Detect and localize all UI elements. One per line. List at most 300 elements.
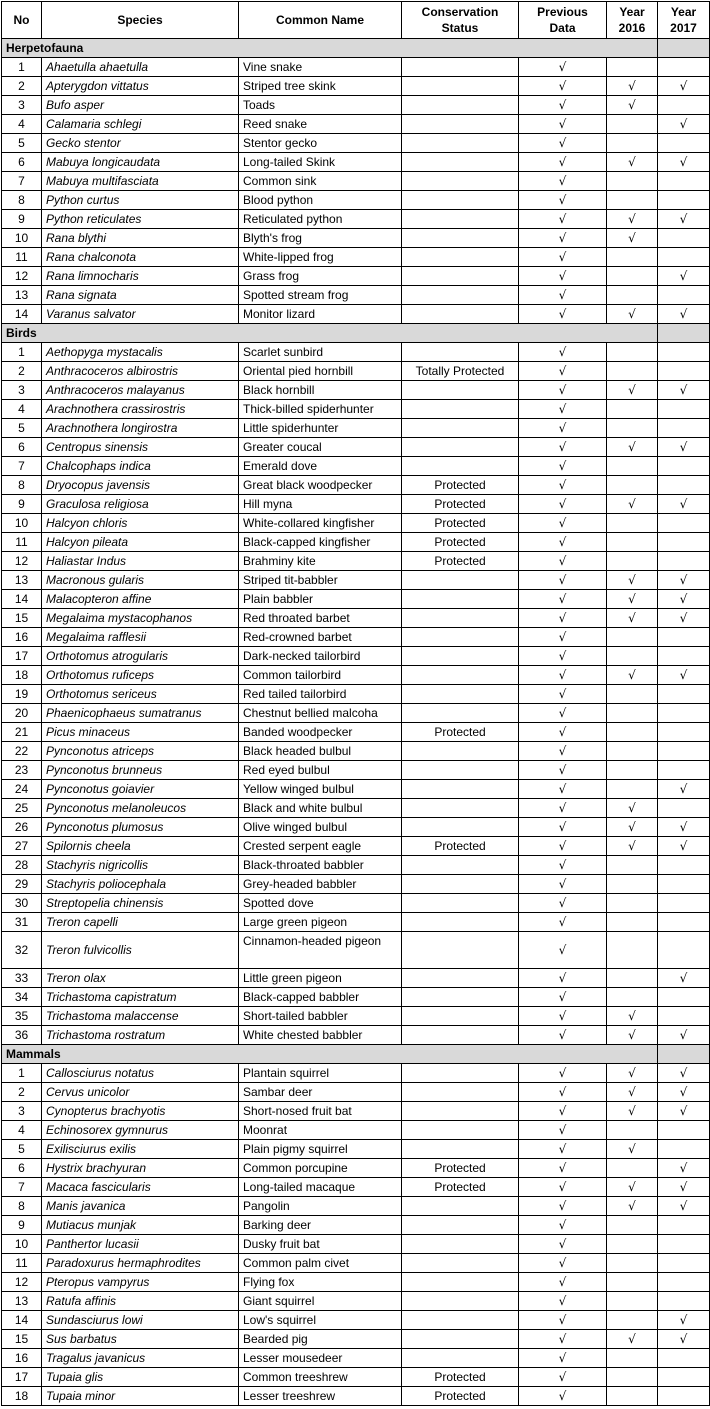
- common-name: Grass frog: [239, 267, 402, 286]
- row-number: 6: [2, 153, 42, 172]
- common-name: Common porcupine: [239, 1159, 402, 1178]
- row-number: 8: [2, 1197, 42, 1216]
- species-name: Echinosorex gymnurus: [42, 1121, 239, 1140]
- common-name: Red throated barbet: [239, 609, 402, 628]
- year-2017-check: [658, 1197, 710, 1216]
- common-name: Black-capped kingfisher: [239, 533, 402, 552]
- row-number: 4: [2, 400, 42, 419]
- check-mark-icon: √: [558, 573, 567, 587]
- check-mark-icon: √: [558, 288, 567, 302]
- row-number: 1: [2, 343, 42, 362]
- check-mark-icon: √: [558, 516, 567, 530]
- conservation-status: [402, 1254, 519, 1273]
- year-2017-check: [658, 172, 710, 191]
- row-number: 3: [2, 96, 42, 115]
- check-mark-icon: √: [679, 212, 688, 226]
- species-name: Pynconotus brunneus: [42, 761, 239, 780]
- previous-data-check: [519, 1121, 607, 1140]
- year-2017-check: [658, 1083, 710, 1102]
- previous-data-check: [519, 590, 607, 609]
- common-name: Chestnut bellied malcoha: [239, 704, 402, 723]
- year-2016-check: [607, 1349, 658, 1368]
- common-name: White-lipped frog: [239, 248, 402, 267]
- row-number: 36: [2, 1026, 42, 1045]
- previous-data-check: [519, 438, 607, 457]
- row-number: 2: [2, 77, 42, 96]
- table-row: [2, 856, 710, 875]
- table-row: [2, 932, 710, 969]
- table-row: [2, 533, 710, 552]
- previous-data-check: [519, 1254, 607, 1273]
- year-2016-check: [607, 229, 658, 248]
- table-body: [2, 39, 710, 1406]
- year-2016-check: [607, 799, 658, 818]
- row-number: 5: [2, 419, 42, 438]
- conservation-status: [402, 590, 519, 609]
- check-mark-icon: √: [558, 1161, 567, 1175]
- conservation-status: [402, 305, 519, 324]
- row-number: 10: [2, 1235, 42, 1254]
- row-number: 24: [2, 780, 42, 799]
- check-mark-icon: √: [558, 630, 567, 644]
- table-row: [2, 77, 710, 96]
- table-row: [2, 685, 710, 704]
- common-name: Black-throated babbler: [239, 856, 402, 875]
- check-mark-icon: √: [558, 971, 567, 985]
- species-name: Picus minaceus: [42, 723, 239, 742]
- table-row: [2, 305, 710, 324]
- table-row: [2, 913, 710, 932]
- check-mark-icon: √: [558, 98, 567, 112]
- species-name: Treron capelli: [42, 913, 239, 932]
- check-mark-icon: √: [679, 668, 688, 682]
- check-mark-icon: √: [679, 573, 688, 587]
- table-row: [2, 609, 710, 628]
- common-name: Common treeshrew: [239, 1368, 402, 1387]
- common-name: Common palm civet: [239, 1254, 402, 1273]
- conservation-status: [402, 267, 519, 286]
- table-row: [2, 1102, 710, 1121]
- common-name: Lesser treeshrew: [239, 1387, 402, 1406]
- check-mark-icon: √: [558, 706, 567, 720]
- row-number: 13: [2, 571, 42, 590]
- table-row: [2, 1007, 710, 1026]
- check-mark-icon: √: [558, 535, 567, 549]
- row-number: 7: [2, 172, 42, 191]
- check-mark-icon: √: [558, 915, 567, 929]
- previous-data-check: [519, 1292, 607, 1311]
- table-row: [2, 704, 710, 723]
- check-mark-icon: √: [679, 1180, 688, 1194]
- section-fill: [658, 39, 710, 58]
- year-2016-check: [607, 172, 658, 191]
- year-2017-check: [658, 647, 710, 666]
- previous-data-check: [519, 818, 607, 837]
- previous-data-check: [519, 1330, 607, 1349]
- previous-data-check: [519, 856, 607, 875]
- row-number: 12: [2, 552, 42, 571]
- common-name: Plain babbler: [239, 590, 402, 609]
- check-mark-icon: √: [558, 1028, 567, 1042]
- species-name: Tupaia glis: [42, 1368, 239, 1387]
- year-2017-check: [658, 248, 710, 267]
- table-row: [2, 818, 710, 837]
- conservation-status: [402, 191, 519, 210]
- year-2016-check: [607, 248, 658, 267]
- check-mark-icon: √: [558, 1332, 567, 1346]
- previous-data-check: [519, 780, 607, 799]
- section-row: [2, 324, 710, 343]
- year-2017-check: [658, 153, 710, 172]
- year-2016-check: [607, 96, 658, 115]
- year-2016-check: [607, 704, 658, 723]
- check-mark-icon: √: [558, 839, 567, 853]
- previous-data-check: [519, 210, 607, 229]
- year-2017-check: [658, 115, 710, 134]
- conservation-status: Protected: [402, 723, 519, 742]
- year-2016-check: [607, 1007, 658, 1026]
- previous-data-check: [519, 969, 607, 988]
- year-2016-check: [607, 115, 658, 134]
- check-mark-icon: √: [679, 839, 688, 853]
- common-name: Cinnamon-headed pigeon: [239, 932, 402, 969]
- year-2017-check: [658, 457, 710, 476]
- previous-data-check: [519, 1159, 607, 1178]
- year-2016-check: [607, 286, 658, 305]
- species-name: Cynopterus brachyotis: [42, 1102, 239, 1121]
- species-name: Mabuya longicaudata: [42, 153, 239, 172]
- species-table: [1, 1, 710, 1406]
- species-name: Orthotomus atrogularis: [42, 647, 239, 666]
- check-mark-icon: √: [558, 269, 567, 283]
- table-row: [2, 438, 710, 457]
- year-2017-check: [658, 1102, 710, 1121]
- check-mark-icon: √: [558, 136, 567, 150]
- conservation-status: [402, 628, 519, 647]
- previous-data-check: [519, 1216, 607, 1235]
- year-2016-check: [607, 590, 658, 609]
- conservation-status: [402, 1026, 519, 1045]
- year-2016-check: [607, 1064, 658, 1083]
- common-name: Red-crowned barbet: [239, 628, 402, 647]
- species-name: Pynconotus melanoleucos: [42, 799, 239, 818]
- year-2016-check: [607, 305, 658, 324]
- previous-data-check: [519, 381, 607, 400]
- row-number: 35: [2, 1007, 42, 1026]
- row-number: 32: [2, 932, 42, 969]
- species-name: Anthracoceros malayanus: [42, 381, 239, 400]
- check-mark-icon: √: [558, 174, 567, 188]
- year-2017-check: [658, 400, 710, 419]
- previous-data-check: [519, 514, 607, 533]
- species-name: Rana signata: [42, 286, 239, 305]
- header-previous-data: Previous Data: [519, 2, 607, 39]
- common-name: Greater coucal: [239, 438, 402, 457]
- year-2016-check: [607, 1121, 658, 1140]
- table-row: [2, 248, 710, 267]
- previous-data-check: [519, 1311, 607, 1330]
- species-name: Malacopteron affine: [42, 590, 239, 609]
- check-mark-icon: √: [679, 1199, 688, 1213]
- check-mark-icon: √: [628, 383, 636, 397]
- year-2017-check: [658, 229, 710, 248]
- check-mark-icon: √: [679, 1066, 688, 1080]
- check-mark-icon: √: [628, 440, 636, 454]
- year-2017-check: [658, 1368, 710, 1387]
- year-2016-check: [607, 495, 658, 514]
- species-name: Halcyon pileata: [42, 533, 239, 552]
- year-2017-check: [658, 988, 710, 1007]
- check-mark-icon: √: [679, 820, 688, 834]
- row-number: 21: [2, 723, 42, 742]
- previous-data-check: [519, 875, 607, 894]
- common-name: Scarlet sunbird: [239, 343, 402, 362]
- check-mark-icon: √: [628, 307, 636, 321]
- table-row: [2, 1292, 710, 1311]
- table-row: [2, 267, 710, 286]
- check-mark-icon: √: [558, 782, 567, 796]
- conservation-status: [402, 96, 519, 115]
- conservation-status: [402, 457, 519, 476]
- table-row: [2, 1254, 710, 1273]
- previous-data-check: [519, 666, 607, 685]
- table-row: [2, 799, 710, 818]
- row-number: 6: [2, 438, 42, 457]
- row-number: 11: [2, 1254, 42, 1273]
- conservation-status: Protected: [402, 1178, 519, 1197]
- previous-data-check: [519, 932, 607, 969]
- check-mark-icon: √: [558, 1009, 567, 1023]
- year-2017-check: [658, 419, 710, 438]
- species-name: Orthotomus sericeus: [42, 685, 239, 704]
- row-number: 18: [2, 666, 42, 685]
- check-mark-icon: √: [558, 117, 567, 131]
- table-row: [2, 495, 710, 514]
- common-name: Reed snake: [239, 115, 402, 134]
- year-2017-check: [658, 1330, 710, 1349]
- check-mark-icon: √: [679, 971, 688, 985]
- check-mark-icon: √: [679, 1085, 688, 1099]
- year-2016-check: [607, 267, 658, 286]
- species-name: Treron olax: [42, 969, 239, 988]
- species-name: Manis javanica: [42, 1197, 239, 1216]
- previous-data-check: [519, 457, 607, 476]
- species-name: Rana chalconota: [42, 248, 239, 267]
- check-mark-icon: √: [558, 592, 567, 606]
- previous-data-check: [519, 1273, 607, 1292]
- common-name: Hill myna: [239, 495, 402, 514]
- common-name: Striped tree skink: [239, 77, 402, 96]
- year-2017-check: [658, 1273, 710, 1292]
- year-2016-check: [607, 761, 658, 780]
- row-number: 20: [2, 704, 42, 723]
- previous-data-check: [519, 476, 607, 495]
- previous-data-check: [519, 1197, 607, 1216]
- check-mark-icon: √: [558, 1142, 567, 1156]
- row-number: 3: [2, 1102, 42, 1121]
- header-no: No: [2, 2, 42, 39]
- previous-data-check: [519, 837, 607, 856]
- check-mark-icon: √: [558, 421, 567, 435]
- check-mark-icon: √: [558, 79, 567, 93]
- section-fill: [658, 324, 710, 343]
- year-2016-check: [607, 780, 658, 799]
- check-mark-icon: √: [558, 231, 567, 245]
- previous-data-check: [519, 685, 607, 704]
- species-name: Hystrix brachyuran: [42, 1159, 239, 1178]
- common-name: Little green pigeon: [239, 969, 402, 988]
- check-mark-icon: √: [558, 364, 567, 378]
- table-row: [2, 400, 710, 419]
- row-number: 25: [2, 799, 42, 818]
- common-name: Red eyed bulbul: [239, 761, 402, 780]
- common-name: Yellow winged bulbul: [239, 780, 402, 799]
- section-fill: [658, 1045, 710, 1064]
- year-2016-check: [607, 913, 658, 932]
- year-2017-check: [658, 704, 710, 723]
- common-name: Banded woodpecker: [239, 723, 402, 742]
- conservation-status: [402, 438, 519, 457]
- check-mark-icon: √: [679, 1104, 688, 1118]
- common-name: Sambar deer: [239, 1083, 402, 1102]
- species-name: Megalaima rafflesii: [42, 628, 239, 647]
- table-row: [2, 210, 710, 229]
- species-name: Cervus unicolor: [42, 1083, 239, 1102]
- year-2016-check: [607, 571, 658, 590]
- previous-data-check: [519, 628, 607, 647]
- check-mark-icon: √: [679, 611, 688, 625]
- common-name: Crested serpent eagle: [239, 837, 402, 856]
- year-2016-check: [607, 514, 658, 533]
- previous-data-check: [519, 609, 607, 628]
- species-name: Ratufa affinis: [42, 1292, 239, 1311]
- previous-data-check: [519, 894, 607, 913]
- table-row: [2, 1349, 710, 1368]
- common-name: Grey-headed babbler: [239, 875, 402, 894]
- conservation-status: [402, 1007, 519, 1026]
- check-mark-icon: √: [558, 1066, 567, 1080]
- species-name: Rana blythi: [42, 229, 239, 248]
- conservation-status: [402, 172, 519, 191]
- check-mark-icon: √: [558, 440, 567, 454]
- conservation-status: [402, 115, 519, 134]
- year-2016-check: [607, 875, 658, 894]
- row-number: 17: [2, 1368, 42, 1387]
- year-2017-check: [658, 1007, 710, 1026]
- check-mark-icon: √: [558, 1351, 567, 1365]
- year-2017-check: [658, 58, 710, 77]
- check-mark-icon: √: [679, 1161, 688, 1175]
- year-2016-check: [607, 742, 658, 761]
- species-name: Calamaria schlegi: [42, 115, 239, 134]
- row-number: 18: [2, 1387, 42, 1406]
- species-name: Treron fulvicollis: [42, 932, 239, 969]
- conservation-status: [402, 381, 519, 400]
- species-name: Orthotomus ruficeps: [42, 666, 239, 685]
- species-name: Macaca fascicularis: [42, 1178, 239, 1197]
- conservation-status: [402, 666, 519, 685]
- table-row: [2, 666, 710, 685]
- year-2017-check: [658, 362, 710, 381]
- year-2017-check: [658, 609, 710, 628]
- year-2017-check: [658, 932, 710, 969]
- row-number: 5: [2, 1140, 42, 1159]
- row-number: 10: [2, 229, 42, 248]
- year-2016-check: [607, 969, 658, 988]
- common-name: Flying fox: [239, 1273, 402, 1292]
- species-name: Pteropus vampyrus: [42, 1273, 239, 1292]
- check-mark-icon: √: [679, 1313, 688, 1327]
- previous-data-check: [519, 913, 607, 932]
- species-name: Python reticulates: [42, 210, 239, 229]
- previous-data-check: [519, 96, 607, 115]
- species-name: Arachnothera crassirostris: [42, 400, 239, 419]
- common-name: Great black woodpecker: [239, 476, 402, 495]
- species-name: Stachyris nigricollis: [42, 856, 239, 875]
- year-2016-check: [607, 533, 658, 552]
- table-row: [2, 1140, 710, 1159]
- conservation-status: [402, 969, 519, 988]
- row-number: 8: [2, 476, 42, 495]
- table-row: [2, 875, 710, 894]
- check-mark-icon: √: [558, 687, 567, 701]
- conservation-status: [402, 1235, 519, 1254]
- year-2017-check: [658, 438, 710, 457]
- table-row: [2, 457, 710, 476]
- year-2016-check: [607, 153, 658, 172]
- check-mark-icon: √: [679, 1332, 688, 1346]
- check-mark-icon: √: [558, 896, 567, 910]
- conservation-status: [402, 419, 519, 438]
- species-name: Callosciurus notatus: [42, 1064, 239, 1083]
- check-mark-icon: √: [558, 990, 567, 1004]
- year-2017-check: [658, 837, 710, 856]
- row-number: 4: [2, 115, 42, 134]
- year-2017-check: [658, 913, 710, 932]
- table-row: [2, 723, 710, 742]
- table-row: [2, 362, 710, 381]
- previous-data-check: [519, 286, 607, 305]
- check-mark-icon: √: [558, 877, 567, 891]
- check-mark-icon: √: [558, 744, 567, 758]
- year-2016-check: [607, 210, 658, 229]
- year-2017-check: [658, 894, 710, 913]
- table-row: [2, 590, 710, 609]
- common-name: Striped tit-babbler: [239, 571, 402, 590]
- species-name: Apterygdon vittatus: [42, 77, 239, 96]
- common-name: Plantain squirrel: [239, 1064, 402, 1083]
- common-name: Long-tailed Skink: [239, 153, 402, 172]
- row-number: 7: [2, 457, 42, 476]
- row-number: 11: [2, 248, 42, 267]
- table-row: [2, 628, 710, 647]
- check-mark-icon: √: [558, 497, 567, 511]
- check-mark-icon: √: [558, 1085, 567, 1099]
- table-row: [2, 1083, 710, 1102]
- common-name: Oriental pied hornbill: [239, 362, 402, 381]
- check-mark-icon: √: [628, 801, 636, 815]
- year-2016-check: [607, 552, 658, 571]
- year-2016-check: [607, 1026, 658, 1045]
- conservation-status: Totally Protected: [402, 362, 519, 381]
- table-row: [2, 191, 710, 210]
- previous-data-check: [519, 419, 607, 438]
- row-number: 1: [2, 58, 42, 77]
- year-2016-check: [607, 1273, 658, 1292]
- check-mark-icon: √: [628, 212, 636, 226]
- year-2016-check: [607, 609, 658, 628]
- year-2016-check: [607, 419, 658, 438]
